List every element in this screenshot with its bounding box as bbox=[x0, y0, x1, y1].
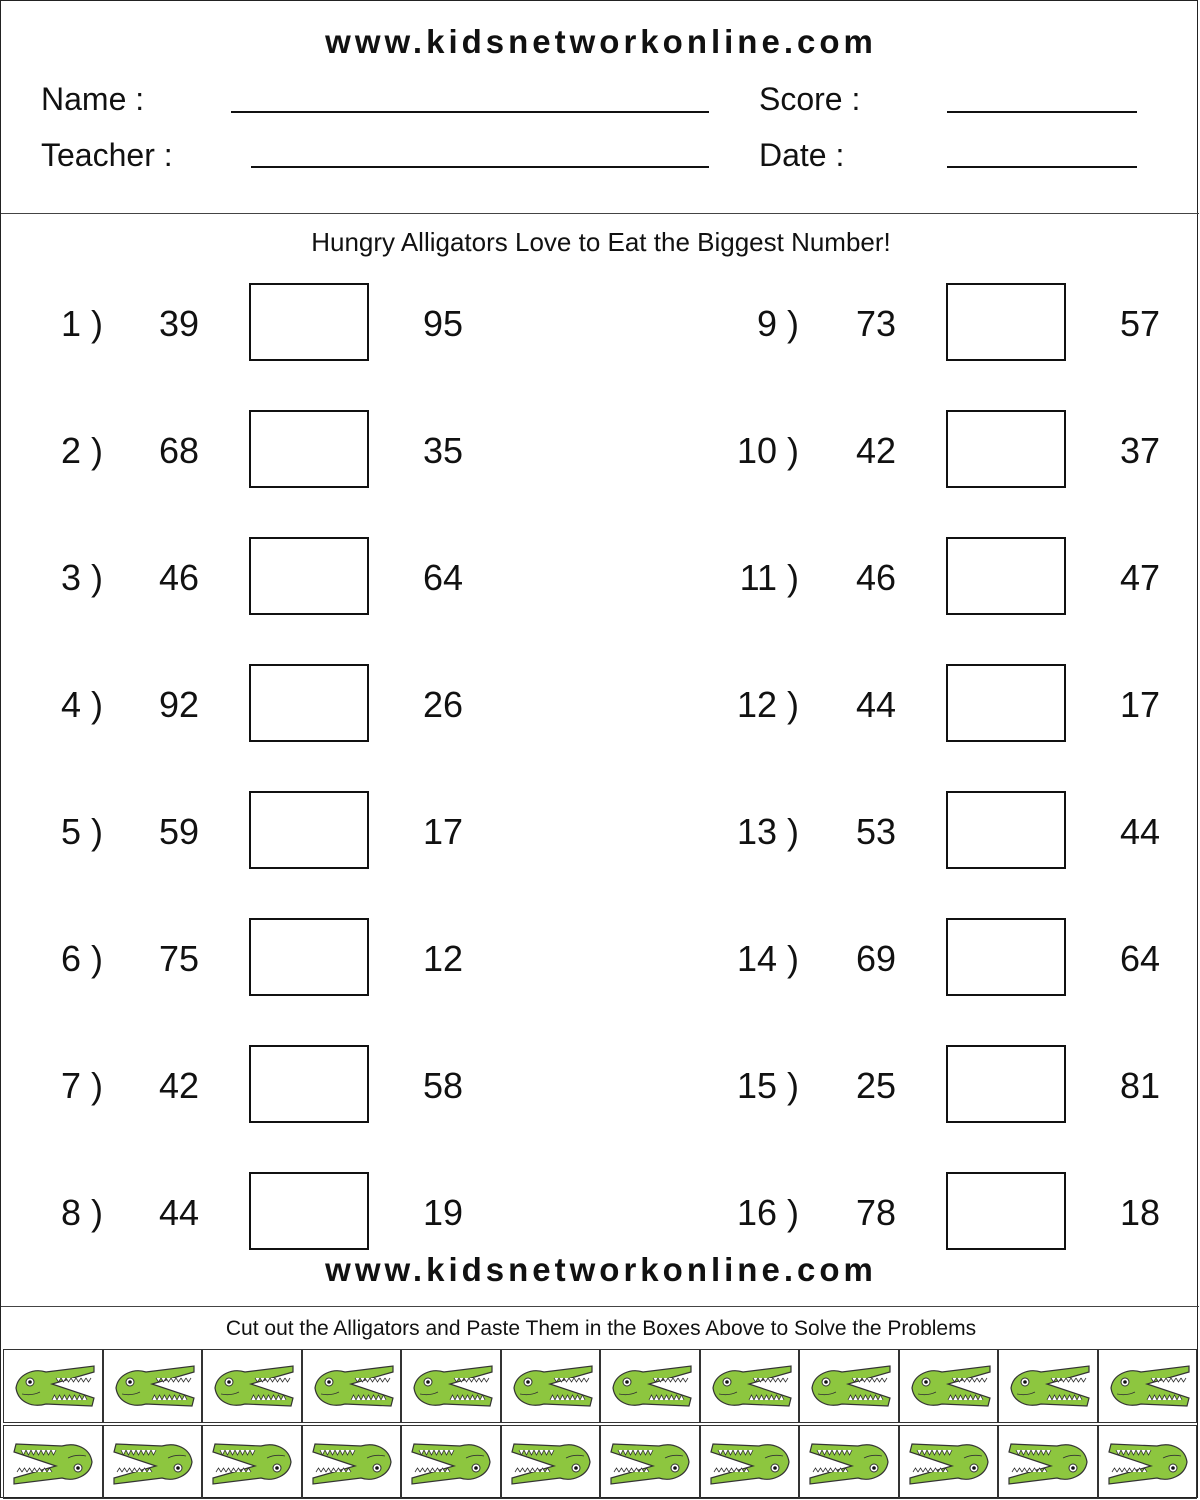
right-number: 17 bbox=[1120, 684, 1161, 725]
left-number: 44 bbox=[856, 684, 897, 725]
alligator-cutout[interactable] bbox=[103, 1425, 203, 1499]
alligator-cutout[interactable] bbox=[700, 1425, 800, 1499]
alligator-icon bbox=[609, 1360, 693, 1414]
right-number: 81 bbox=[1120, 1065, 1161, 1106]
right-number: 19 bbox=[423, 1192, 464, 1233]
alligator-cutout[interactable] bbox=[998, 1349, 1098, 1423]
left-number: 46 bbox=[856, 557, 897, 598]
problem-number: 9 ) bbox=[756, 303, 799, 344]
problem-number: 15 ) bbox=[736, 1065, 799, 1106]
alligator-cutout[interactable] bbox=[899, 1349, 999, 1423]
problem-number: 11 ) bbox=[739, 557, 799, 598]
answer-box[interactable] bbox=[946, 283, 1066, 361]
alligator-icon bbox=[808, 1360, 892, 1414]
alligator-cutout-strip bbox=[3, 1349, 1197, 1499]
score-label: Score : bbox=[759, 81, 861, 117]
alligator-icon bbox=[709, 1360, 793, 1414]
alligator-icon bbox=[12, 1360, 96, 1414]
alligator-cutout[interactable] bbox=[401, 1349, 501, 1423]
problem-number: 8 ) bbox=[60, 1192, 103, 1233]
website-header: www.kidsnetworkonline.com bbox=[325, 23, 877, 60]
alligator-icon bbox=[112, 1436, 196, 1490]
right-number: 47 bbox=[1120, 557, 1161, 598]
alligator-cutout[interactable] bbox=[799, 1349, 899, 1423]
alligator-cutout[interactable] bbox=[501, 1425, 601, 1499]
alligator-cutout[interactable] bbox=[1098, 1349, 1198, 1423]
answer-box[interactable] bbox=[946, 410, 1066, 488]
answer-box[interactable] bbox=[249, 283, 369, 361]
left-number: 39 bbox=[159, 303, 200, 344]
right-number: 26 bbox=[423, 684, 464, 725]
problem-number: 6 ) bbox=[60, 938, 103, 979]
problem-number: 7 ) bbox=[60, 1065, 103, 1106]
right-number: 64 bbox=[423, 557, 464, 598]
alligator-icon bbox=[112, 1360, 196, 1414]
left-number: 75 bbox=[159, 938, 200, 979]
problem-number: 16 ) bbox=[736, 1192, 799, 1233]
alligator-icon bbox=[410, 1360, 494, 1414]
date-field-line[interactable] bbox=[947, 166, 1137, 168]
alligator-icon bbox=[709, 1436, 793, 1490]
answer-box[interactable] bbox=[946, 791, 1066, 869]
right-number: 95 bbox=[423, 303, 464, 344]
alligator-icon bbox=[211, 1436, 295, 1490]
problem-number: 2 ) bbox=[60, 430, 103, 471]
alligator-cutout[interactable] bbox=[600, 1425, 700, 1499]
left-number: 59 bbox=[159, 811, 200, 852]
alligator-icon bbox=[609, 1436, 693, 1490]
teacher-label: Teacher : bbox=[41, 137, 173, 173]
alligator-icon bbox=[311, 1436, 395, 1490]
alligator-cutout[interactable] bbox=[998, 1425, 1098, 1499]
left-number: 73 bbox=[856, 303, 897, 344]
left-number: 69 bbox=[856, 938, 897, 979]
problem-number: 14 ) bbox=[736, 938, 799, 979]
alligator-cutout[interactable] bbox=[700, 1349, 800, 1423]
left-number: 46 bbox=[159, 557, 200, 598]
answer-box[interactable] bbox=[249, 791, 369, 869]
answer-box[interactable] bbox=[946, 537, 1066, 615]
right-number: 12 bbox=[423, 938, 464, 979]
right-number: 35 bbox=[423, 430, 464, 471]
alligator-icon bbox=[1107, 1360, 1191, 1414]
alligator-icon bbox=[908, 1360, 992, 1414]
right-number: 57 bbox=[1120, 303, 1161, 344]
alligator-icon bbox=[311, 1360, 395, 1414]
alligator-cutout[interactable] bbox=[401, 1425, 501, 1499]
answer-box[interactable] bbox=[249, 537, 369, 615]
alligator-icon bbox=[410, 1436, 494, 1490]
date-label: Date : bbox=[759, 137, 845, 173]
answer-box[interactable] bbox=[946, 1172, 1066, 1250]
left-number: 25 bbox=[856, 1065, 897, 1106]
right-number: 58 bbox=[423, 1065, 464, 1106]
left-number: 78 bbox=[856, 1192, 897, 1233]
name-field-line[interactable] bbox=[231, 111, 709, 113]
alligator-icon bbox=[1107, 1436, 1191, 1490]
alligator-cutout[interactable] bbox=[3, 1349, 103, 1423]
alligator-cutout[interactable] bbox=[103, 1349, 203, 1423]
website-footer: www.kidsnetworkonline.com bbox=[325, 1251, 877, 1288]
answer-box[interactable] bbox=[249, 1045, 369, 1123]
right-number: 37 bbox=[1120, 430, 1161, 471]
left-number: 44 bbox=[159, 1192, 200, 1233]
score-field-line[interactable] bbox=[947, 111, 1137, 113]
instructions-title: Hungry Alligators Love to Eat the Biggest Number! bbox=[311, 227, 891, 257]
alligator-cutout[interactable] bbox=[501, 1349, 601, 1423]
answer-box[interactable] bbox=[249, 410, 369, 488]
teacher-field-line[interactable] bbox=[251, 166, 709, 168]
alligator-icon bbox=[1007, 1360, 1091, 1414]
header-divider bbox=[1, 213, 1199, 214]
problem-number: 13 ) bbox=[736, 811, 799, 852]
answer-box[interactable] bbox=[249, 918, 369, 996]
cut-divider bbox=[1, 1306, 1199, 1307]
right-number: 44 bbox=[1120, 811, 1161, 852]
problem-number: 12 ) bbox=[736, 684, 799, 725]
answer-box[interactable] bbox=[249, 664, 369, 742]
answer-box[interactable] bbox=[946, 918, 1066, 996]
left-number: 68 bbox=[159, 430, 200, 471]
left-number: 53 bbox=[856, 811, 897, 852]
alligator-cutout[interactable] bbox=[202, 1349, 302, 1423]
right-number: 18 bbox=[1120, 1192, 1161, 1233]
left-number: 92 bbox=[159, 684, 200, 725]
answer-box[interactable] bbox=[946, 664, 1066, 742]
cutout-instructions: Cut out the Alligators and Paste Them in the Boxes Above to Solve the Problems bbox=[225, 1317, 977, 1340]
alligator-icon bbox=[908, 1436, 992, 1490]
alligator-cutout[interactable] bbox=[799, 1425, 899, 1499]
alligator-icon bbox=[211, 1360, 295, 1414]
alligator-icon bbox=[12, 1436, 96, 1490]
left-number: 42 bbox=[159, 1065, 200, 1106]
alligator-icon bbox=[510, 1360, 594, 1414]
alligator-cutout[interactable] bbox=[600, 1349, 700, 1423]
right-number: 64 bbox=[1120, 938, 1161, 979]
alligator-icon bbox=[1007, 1436, 1091, 1490]
alligator-cutout[interactable] bbox=[202, 1425, 302, 1499]
problem-number: 5 ) bbox=[60, 811, 103, 852]
alligator-cutout[interactable] bbox=[3, 1425, 103, 1499]
alligator-cutout[interactable] bbox=[899, 1425, 999, 1499]
answer-box[interactable] bbox=[249, 1172, 369, 1250]
answer-box[interactable] bbox=[946, 1045, 1066, 1123]
alligator-cutout[interactable] bbox=[1098, 1425, 1198, 1499]
problem-number: 10 ) bbox=[736, 430, 799, 471]
alligator-cutout[interactable] bbox=[302, 1425, 402, 1499]
name-label: Name : bbox=[41, 81, 145, 117]
alligator-icon bbox=[808, 1436, 892, 1490]
left-number: 42 bbox=[856, 430, 897, 471]
alligator-cutout[interactable] bbox=[302, 1349, 402, 1423]
problem-number: 3 ) bbox=[60, 557, 103, 598]
alligator-icon bbox=[510, 1436, 594, 1490]
problem-number: 4 ) bbox=[60, 684, 103, 725]
right-number: 17 bbox=[423, 811, 464, 852]
problem-number: 1 ) bbox=[60, 303, 103, 344]
